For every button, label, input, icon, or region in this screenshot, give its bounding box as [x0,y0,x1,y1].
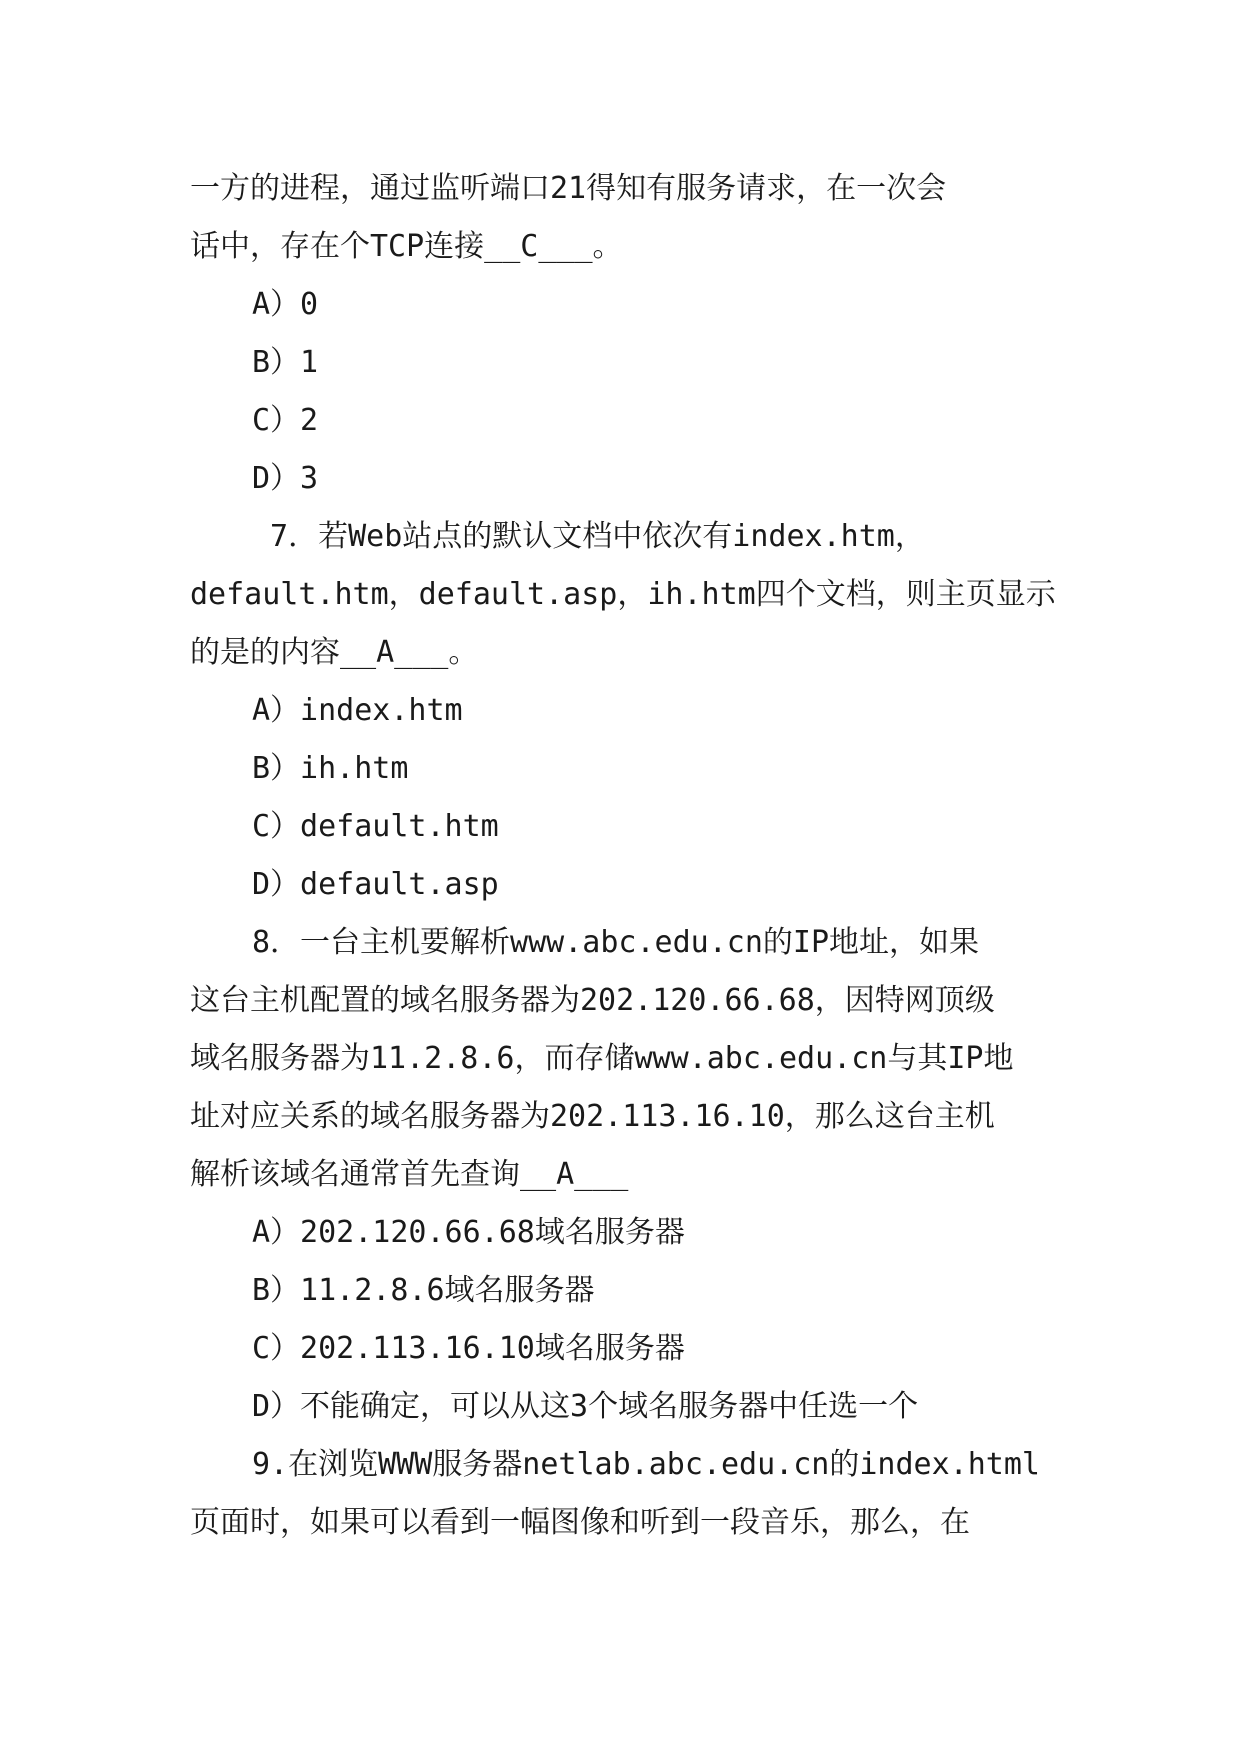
q7-option-b: B）ih.htm [252,751,409,786]
q7-option-d: D）default.asp [252,867,499,902]
q8-option-a: A）202.120.66.68域名服务器 [252,1215,685,1250]
q6-line-1: 一方的进程，通过监听端口21得知有服务请求，在一次会 [190,171,947,206]
document-body [190,160,1058,1552]
q9-line-1: 9.在浏览WWW服务器netlab.abc.edu.cn的index.html [252,1447,1040,1482]
q6-line-2: 话中，存在个TCP连接__C___。 [190,229,623,264]
q8-line-2: 这台主机配置的域名服务器为202.120.66.68，因特网顶级 [190,983,995,1018]
q7-option-c: C）default.htm [252,809,499,844]
q8-line-3: 域名服务器为11.2.8.6，而存储www.abc.edu.cn与其IP地 [190,1041,1014,1076]
q8-option-b: B）11.2.8.6域名服务器 [252,1273,595,1308]
q8-option-c: C）202.113.16.10域名服务器 [252,1331,685,1366]
q7-option-a: A）index.htm [252,693,463,728]
q6-option-d: D）3 [252,461,319,496]
q8-line-5: 解析该域名通常首先查询__A___ [190,1157,629,1192]
q8-line-1: 8．一台主机要解析www.abc.edu.cn的IP地址，如果 [252,925,980,960]
q7-line-2: default.htm，default.asp，ih.htm四个文档，则主页显示 [190,577,1056,612]
q6-option-b: B）1 [252,345,319,380]
q7-line-3: 的是的内容__A___。 [190,635,479,670]
q6-option-c: C）2 [252,403,319,438]
q6-option-a: A）0 [252,287,319,322]
q8-option-d: D）不能确定，可以从这3个域名服务器中任选一个 [252,1389,919,1424]
q8-line-4: 址对应关系的域名服务器为202.113.16.10，那么这台主机 [190,1099,995,1134]
q9-line-2: 页面时，如果可以看到一幅图像和听到一段音乐，那么，在 [190,1505,970,1540]
q7-line-1: 7．若Web站点的默认文档中依次有index.htm， [252,519,925,554]
